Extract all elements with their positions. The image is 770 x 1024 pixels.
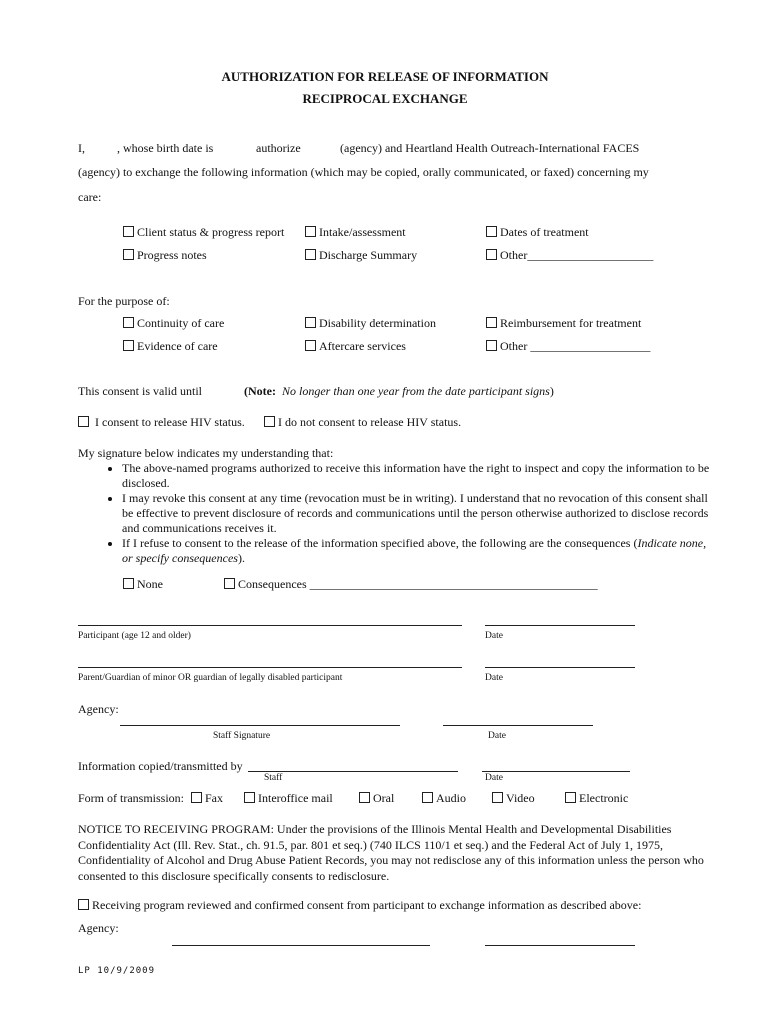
guardian-label: Parent/Guardian of minor OR guardian of legally disabled participant (78, 673, 343, 683)
checkbox[interactable] (305, 317, 316, 328)
transmission-label: Form of transmission: (78, 791, 185, 805)
consent-valid-until: This consent is valid until (78, 384, 202, 398)
purpose-option-continuity[interactable]: Continuity of care (123, 316, 224, 331)
understanding-list (78, 461, 714, 566)
receiving-signature-line[interactable] (172, 945, 430, 946)
checkbox[interactable] (78, 899, 89, 910)
purpose-option-reimbursement[interactable]: Reimbursement for treatment (486, 316, 641, 331)
checkbox[interactable] (264, 416, 275, 427)
transmission-video[interactable]: Video (492, 791, 535, 806)
checkbox[interactable] (422, 792, 433, 803)
intro-authorize: authorize (256, 141, 301, 155)
checkbox[interactable] (123, 226, 134, 237)
guardian-date-label: Date (485, 673, 503, 683)
consent-note: (Note: No longer than one year from the date participant signs) (244, 384, 554, 398)
checkbox[interactable] (123, 340, 134, 351)
purpose-option-aftercare[interactable]: Aftercare services (305, 339, 406, 354)
participant-date-label: Date (485, 631, 503, 641)
staff-signature-label: Staff Signature (213, 731, 271, 741)
info-option-other[interactable]: Other_____________________ (486, 248, 653, 263)
checkbox[interactable] (123, 317, 134, 328)
purpose-option-disability[interactable]: Disability determination (305, 316, 436, 331)
info-option-discharge[interactable]: Discharge Summary (305, 248, 417, 263)
checkbox[interactable] (486, 317, 497, 328)
participant-signature-line[interactable] (78, 625, 462, 626)
checkbox[interactable] (191, 792, 202, 803)
receiving-confirm-option[interactable]: Receiving program reviewed and confirmed consent from participant to exchange information as described above: (78, 898, 641, 913)
intro-line2: (agency) to exchange the following information (which may be copied, orally communicated, or faxed) concerning my (78, 165, 649, 179)
transmission-audio[interactable]: Audio (422, 791, 466, 806)
guardian-signature-line[interactable] (78, 667, 462, 668)
staff-date-line[interactable] (443, 725, 593, 726)
transmission-interoffice[interactable]: Interoffice mail (244, 791, 333, 806)
copied-by-line[interactable] (248, 771, 458, 772)
purpose-option-other[interactable]: Other ____________________ (486, 339, 650, 354)
checkbox[interactable] (244, 792, 255, 803)
guardian-date-line[interactable] (485, 667, 635, 668)
transmission-oral[interactable]: Oral (359, 791, 394, 806)
intro-birth: , whose birth date is (117, 141, 214, 155)
receiving-date-line[interactable] (485, 945, 635, 946)
staff-label: Staff (264, 773, 283, 783)
checkbox[interactable] (78, 416, 89, 427)
copied-date-label: Date (485, 773, 503, 783)
copied-date-line[interactable] (482, 771, 630, 772)
notice-paragraph: NOTICE TO RECEIVING PROGRAM: Under the provisions of the Illinois Mental Health and Developmental Disabilities Confidentiality Act (Ill. Rev. Stat., ch. 91.5, par. 801 et seq.) (740 ILCS 110/1 et seq.) and the Federal Act of July 1, 1975, Confidentiality of Alcohol and Drug Abuse Patient Records, you may not redisclose any of this information unless the person who consented to this disclosure specifically consents to redisclosure. (78, 822, 704, 883)
consequence-specify-option[interactable]: Consequences ________________________________________________ (224, 577, 598, 592)
checkbox[interactable] (305, 340, 316, 351)
transmission-fax[interactable]: Fax (191, 791, 223, 806)
checkbox[interactable] (123, 249, 134, 260)
hiv-no-consent-option[interactable]: I do not consent to release HIV status. (264, 415, 461, 430)
checkbox[interactable] (305, 226, 316, 237)
checkbox[interactable] (123, 578, 134, 589)
info-option-progress-notes[interactable]: Progress notes (123, 248, 207, 263)
intro-i: I, (78, 141, 85, 155)
checkbox[interactable] (492, 792, 503, 803)
understanding-bullet: • If I refuse to consent to the release of the information specified above, the following are the consequences (Indicate none, or specify consequences). (122, 536, 714, 566)
checkbox[interactable] (486, 226, 497, 237)
intro-agency: (agency) and Heartland Health Outreach-International FACES (340, 141, 640, 155)
understanding-bullet: • The above-named programs authorized to receive this information have the right to inspect and copy the information to be disclosed. (122, 461, 714, 491)
form-revision-footer: LP 10/9/2009 (78, 966, 156, 976)
receiving-agency-label: Agency: (78, 921, 119, 935)
understanding-bullet: • I may revoke this consent at any time (revocation must be in writing). I understand that no revocation of this consent shall be effective to prevent disclosure of records and communications until the person otherwise authorized to disclose records and communications receives it. (122, 491, 714, 536)
purpose-option-evidence[interactable]: Evidence of care (123, 339, 218, 354)
agency-label: Agency: (78, 702, 119, 716)
checkbox[interactable] (224, 578, 235, 589)
staff-signature-line[interactable] (120, 725, 400, 726)
info-option-client-status[interactable]: Client status & progress report (123, 225, 284, 240)
checkbox[interactable] (486, 249, 497, 260)
participant-date-line[interactable] (485, 625, 635, 626)
intro-line3: care: (78, 190, 102, 204)
understanding-heading: My signature below indicates my understanding that: (78, 446, 334, 460)
purpose-label: For the purpose of: (78, 294, 170, 308)
copied-by-label: Information copied/transmitted by (78, 759, 243, 773)
checkbox[interactable] (486, 340, 497, 351)
transmission-electronic[interactable]: Electronic (565, 791, 628, 806)
info-option-dates[interactable]: Dates of treatment (486, 225, 589, 240)
form-title: AUTHORIZATION FOR RELEASE OF INFORMATION (221, 69, 549, 84)
staff-date-label: Date (488, 731, 506, 741)
info-option-intake[interactable]: Intake/assessment (305, 225, 406, 240)
checkbox[interactable] (565, 792, 576, 803)
hiv-consent-option[interactable]: I consent to release HIV status. (78, 415, 245, 430)
form-subtitle: RECIPROCAL EXCHANGE (302, 91, 468, 106)
consequence-none-option[interactable]: None (123, 577, 163, 592)
participant-label: Participant (age 12 and older) (78, 631, 191, 641)
checkbox[interactable] (359, 792, 370, 803)
checkbox[interactable] (305, 249, 316, 260)
